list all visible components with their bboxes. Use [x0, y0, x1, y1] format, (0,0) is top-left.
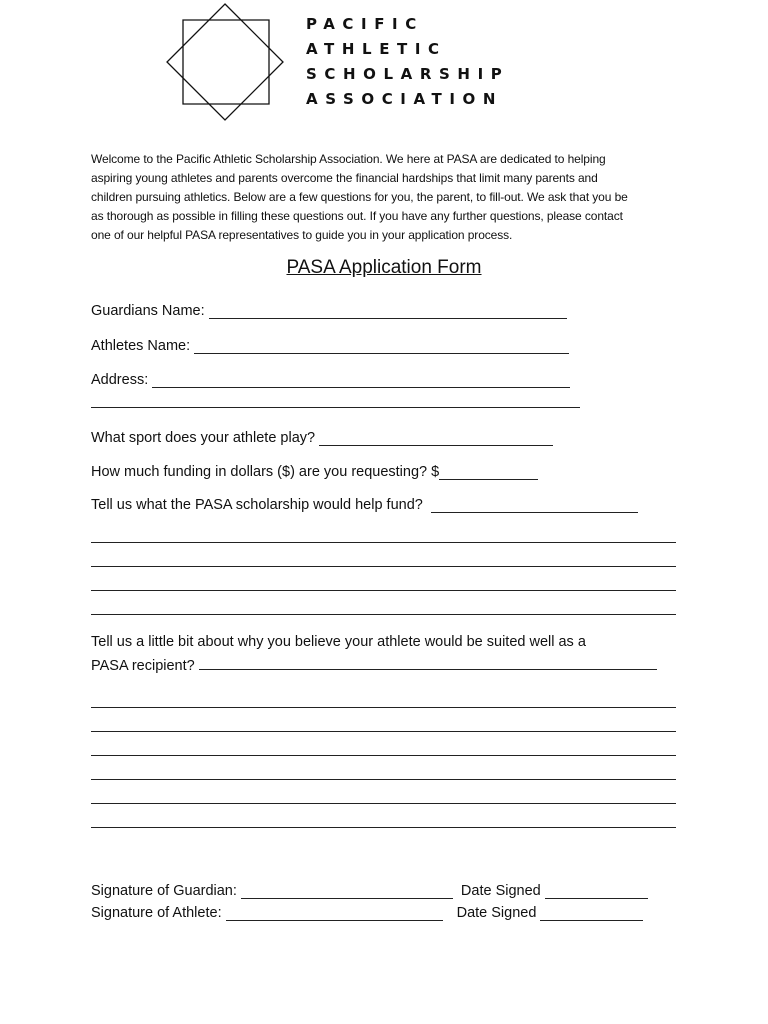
guardian-date-label: Date Signed: [460, 883, 541, 899]
athlete-date-field[interactable]: [540, 906, 643, 921]
guardian-name-field[interactable]: [209, 304, 567, 319]
address-label: Address:: [91, 372, 149, 388]
suited-question-line2: PASA recipient?: [91, 658, 195, 674]
suited-answer-line[interactable]: [91, 755, 676, 756]
sport-row: [91, 424, 553, 446]
org-name-line: ATHLETIC: [306, 40, 447, 58]
guardian-signature-label: Signature of Guardian:: [91, 883, 237, 899]
address-field-line-2[interactable]: [91, 407, 580, 408]
suited-answer-field[interactable]: [199, 655, 657, 670]
suited-answer-line[interactable]: [91, 707, 676, 708]
athlete-name-label: Athletes Name:: [91, 338, 191, 354]
suited-answer-line[interactable]: [91, 731, 676, 732]
athlete-date-label: Date Signed: [456, 905, 537, 921]
athlete-name-row: [91, 332, 569, 354]
suited-answer-line[interactable]: [91, 827, 676, 828]
guardian-name-row: [91, 297, 567, 319]
address-field[interactable]: [152, 373, 570, 388]
sport-field[interactable]: [319, 431, 553, 446]
intro-line: children pursuing athletics. Below are a few questions for you, the parent, to fill-out. We ask that you be: [91, 190, 628, 204]
org-name-line: ASSOCIATION: [306, 90, 504, 108]
suited-answer-line[interactable]: [91, 779, 676, 780]
funding-label: How much funding in dollars ($) are you requesting? $: [91, 464, 440, 480]
address-row: [91, 366, 570, 388]
sport-label: What sport does your athlete play?: [91, 430, 316, 446]
fund-answer-line[interactable]: [91, 614, 676, 615]
intro-line: as thorough as possible in filling these questions out. If you have any further questions, please contact: [91, 209, 623, 223]
diamond-square-logo-icon: [165, 2, 287, 122]
funding-row: [91, 458, 538, 480]
org-name-line: PACIFIC: [306, 15, 424, 33]
funding-amount-field[interactable]: [439, 465, 538, 480]
athlete-name-field[interactable]: [194, 339, 569, 354]
athlete-signature-label: Signature of Athlete:: [91, 905, 222, 921]
intro-paragraph: [91, 150, 691, 245]
intro-line: Welcome to the Pacific Athletic Scholarship Association. We here at PASA are dedicated to helping: [91, 152, 606, 166]
guardian-name-label: Guardians Name:: [91, 303, 205, 319]
intro-line: one of our helpful PASA representatives to guide you in your application process.: [91, 228, 513, 242]
fund-answer-line[interactable]: [91, 590, 676, 591]
intro-line: aspiring young athletes and parents overcome the financial hardships that limit many parents and: [91, 171, 598, 185]
guardian-signature-row: [91, 877, 648, 899]
suited-question-line1: Tell us a little bit about why you believe your athlete would be suited well as a: [91, 634, 586, 650]
fund-question-row: [91, 491, 638, 513]
fund-answer-line[interactable]: [91, 566, 676, 567]
fund-question-label: Tell us what the PASA scholarship would help fund?: [91, 497, 423, 513]
suited-answer-line[interactable]: [91, 803, 676, 804]
suited-question: [91, 630, 691, 678]
org-name-line: SCHOLARSHIP: [306, 65, 510, 83]
fund-answer-line[interactable]: [91, 542, 676, 543]
guardian-signature-field[interactable]: [241, 884, 453, 899]
organization-name: [306, 12, 509, 112]
form-title: PASA Application Form: [286, 257, 482, 278]
guardian-date-field[interactable]: [545, 884, 648, 899]
association-logo: [165, 2, 287, 122]
athlete-signature-field[interactable]: [226, 906, 443, 921]
athlete-signature-row: [91, 899, 643, 921]
fund-answer-field[interactable]: [431, 498, 638, 513]
